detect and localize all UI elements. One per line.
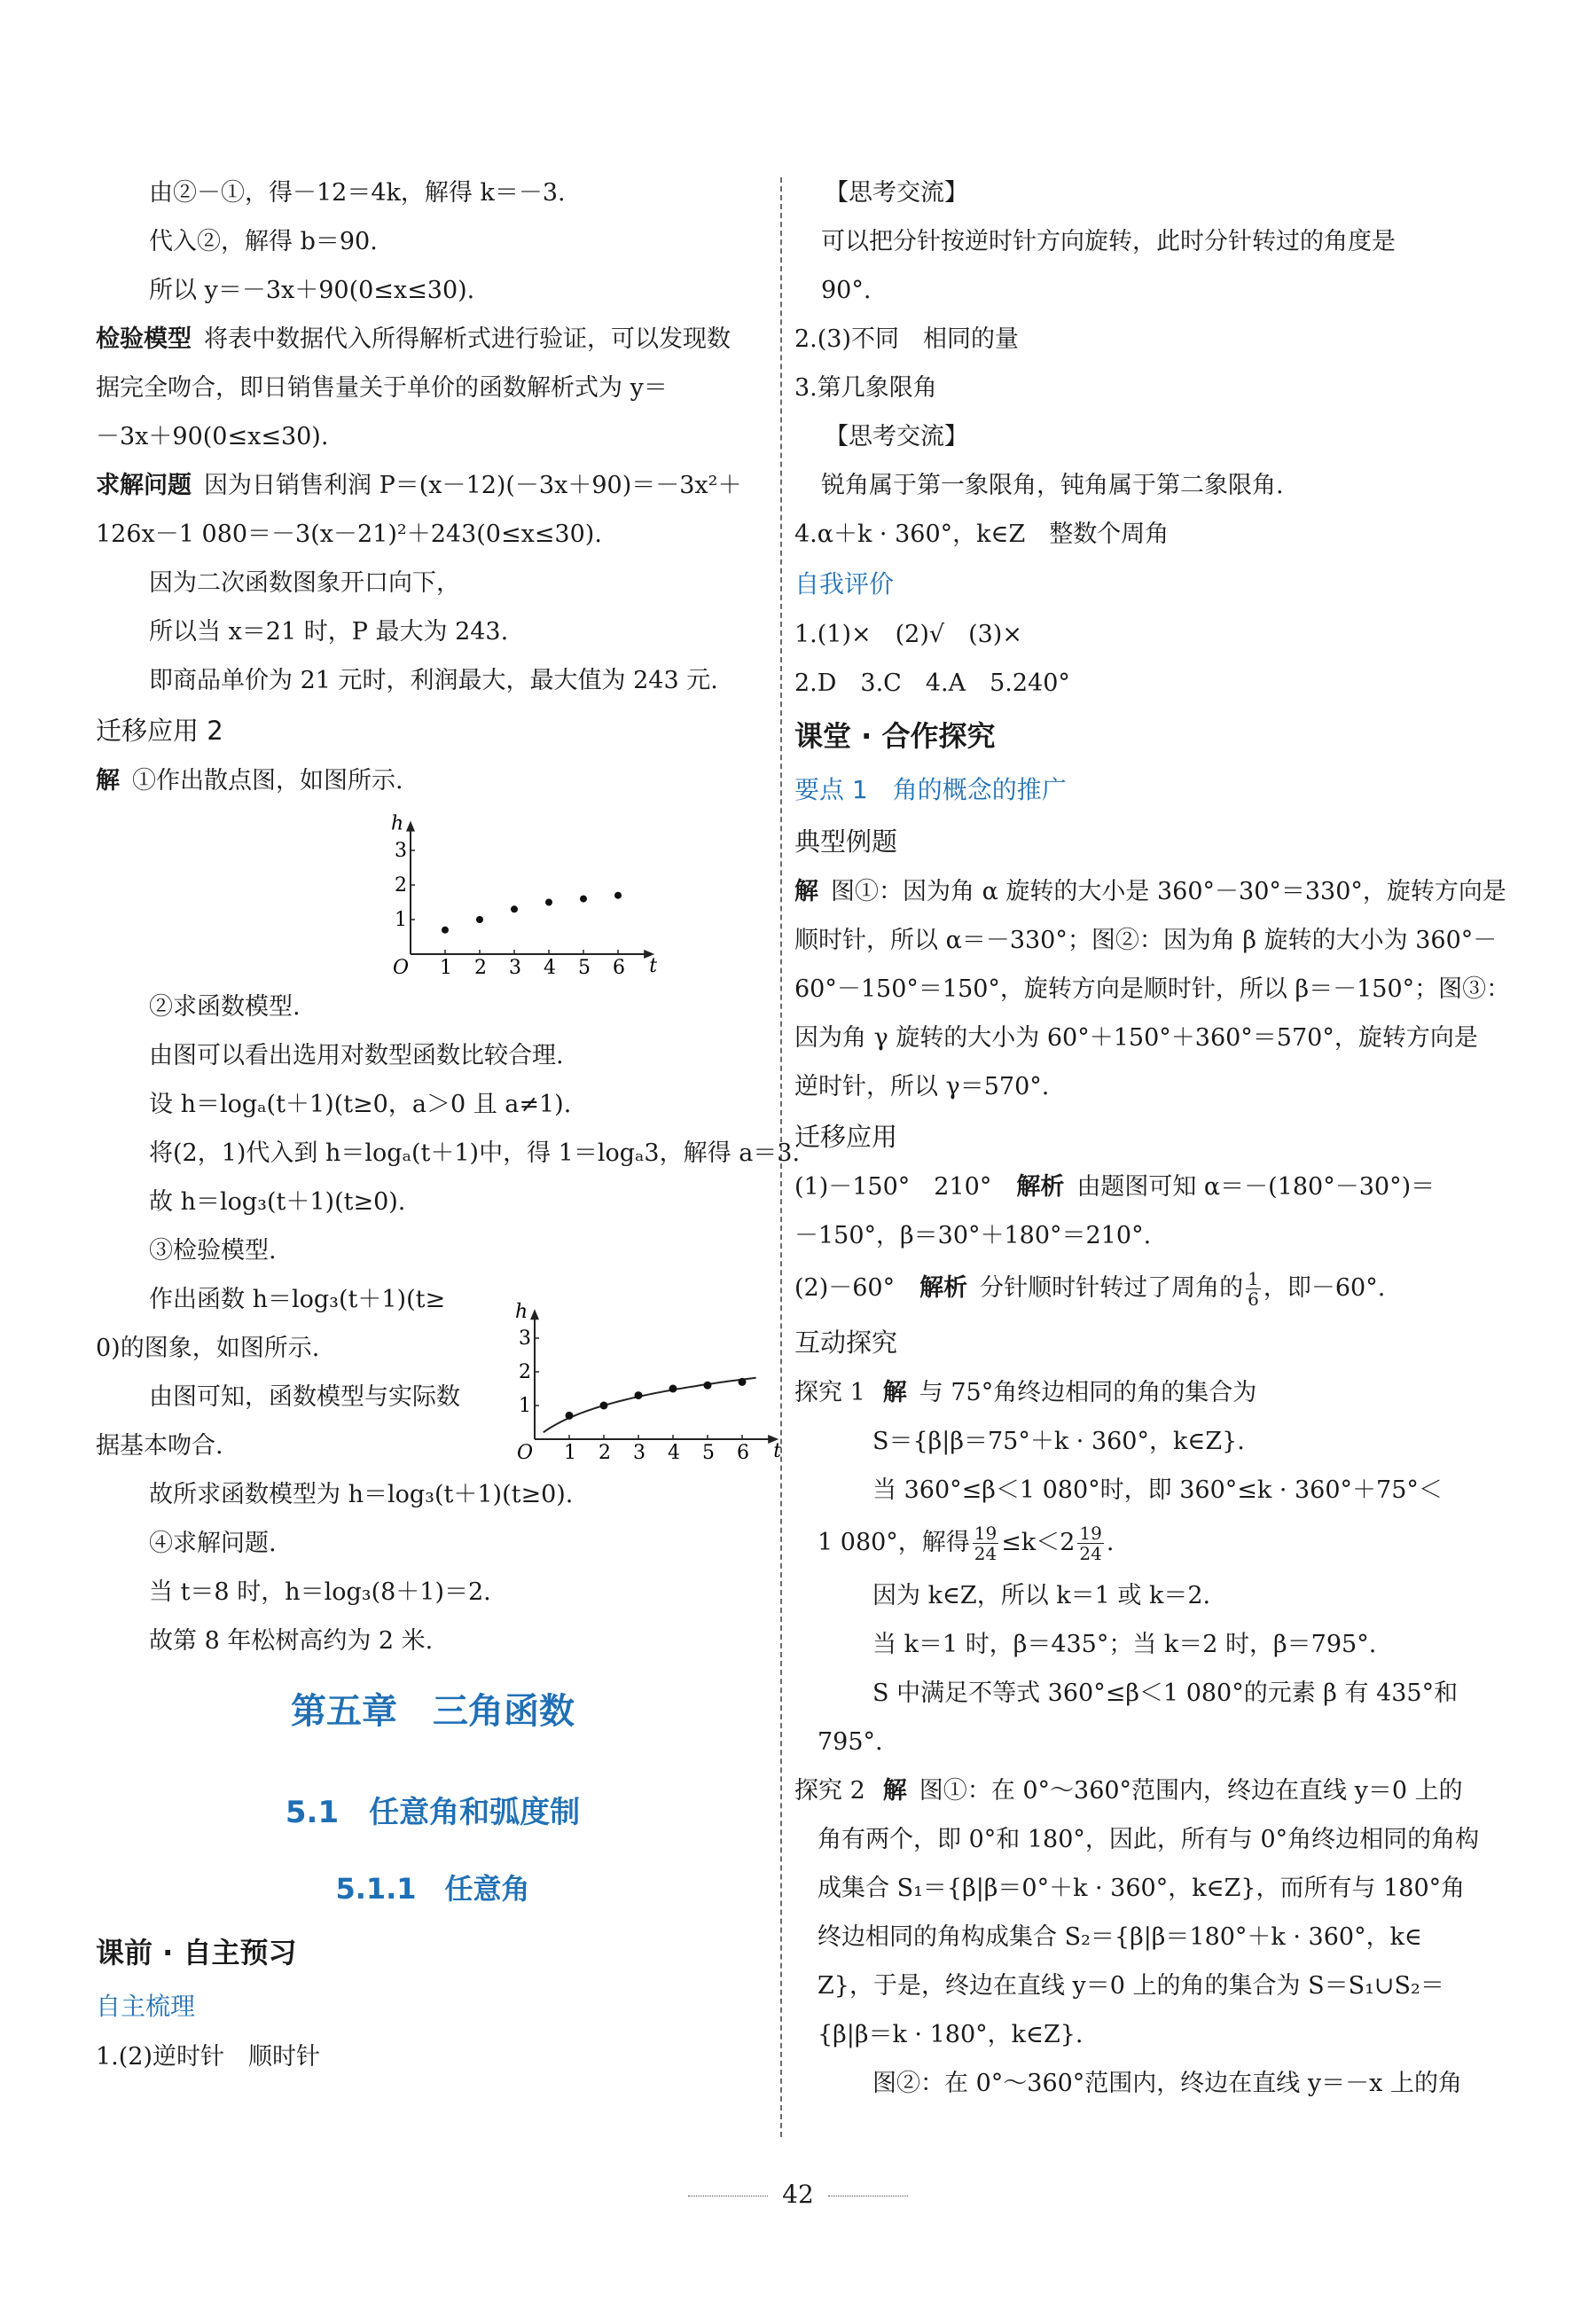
text-span: 探究 2 — [794, 1777, 865, 1805]
text-line: 1.(2)逆时针 顺时针 — [96, 2043, 321, 2071]
text-line: S 中满足不等式 360°≤β＜1 080°的元素 β 有 435°和 — [872, 1680, 1459, 1707]
left-column — [96, 168, 801, 2081]
heading-classroom: 课堂 · 合作探究 — [794, 719, 996, 753]
data-point — [669, 1385, 677, 1393]
data-point — [566, 1412, 574, 1420]
text-line: 126x－1 080＝－3(x－21)²＋243(0≤x≤30). — [96, 521, 602, 548]
example-title: 典型例题 — [794, 826, 898, 857]
fraction-denominator: 24 — [1079, 1543, 1102, 1564]
text-line: 由图可以看出选用对数型函数比较合理. — [149, 1042, 564, 1069]
text-line: 据基本吻合. — [96, 1432, 223, 1460]
fraction-denominator: 6 — [1248, 1288, 1259, 1310]
x-tick-label: 4 — [544, 957, 556, 979]
data-point — [580, 896, 587, 903]
text-line: 所以 y＝－3x＋90(0≤x≤30). — [149, 277, 475, 304]
text-span: 1 080°，解得 — [818, 1529, 970, 1556]
text-line: 因为二次函数图象开口向下， — [149, 569, 460, 597]
text-span: 分针顺时针转过了周角的 — [980, 1274, 1244, 1302]
text-span: (1)－150° 210° — [794, 1173, 992, 1201]
transfer-title: 迁移应用 2 — [96, 716, 223, 746]
text-line: 角有两个，即 0°和 180°，因此，所有与 0°角终边相同的角构 — [818, 1826, 1480, 1853]
verify-keyword: 检验模型 — [96, 325, 192, 353]
text-line: 终边相同的角构成集合 S₂＝{β|β＝180°＋k · 360°，k∈ — [818, 1923, 1422, 1951]
text-line: ②求函数模型. — [149, 993, 301, 1021]
interactive-title: 互动探究 — [794, 1327, 898, 1358]
text-line: 故所求函数模型为 h＝log₃(t＋1)(t≥0). — [149, 1481, 574, 1508]
text-line: 4.α＋k · 360°，k∈Z 整数个周角 — [794, 521, 1170, 548]
fraction-numerator: 19 — [974, 1523, 998, 1544]
scatter-chart-svg — [282, 805, 672, 983]
fraction-numerator: 1 — [1248, 1268, 1259, 1289]
example-line — [794, 867, 1506, 916]
function-curve — [544, 1378, 756, 1433]
text-line: －150°，β＝30°＋180°＝210°. — [794, 1222, 1152, 1249]
text-line: 故第 8 年松树高约为 2 米. — [149, 1627, 434, 1655]
y-axis-label: h — [515, 1301, 528, 1324]
x-tick-label: 1 — [440, 957, 452, 979]
function-graph-svg — [499, 1275, 782, 1470]
think-box-label: 【思考交流】 — [825, 423, 968, 450]
solution-keyword: 解 — [882, 1777, 907, 1805]
text-line: 因为角 γ 旋转的大小为 60°＋150°＋360°＝570°，旋转方向是 — [794, 1024, 1478, 1052]
text-line: 设 h＝logₐ(t＋1)(t≥0，a＞0 且 a≠1). — [149, 1091, 572, 1118]
text-line: 2.(3)不同 相同的量 — [794, 325, 1020, 353]
section-title: 5.1 任意角和弧度制 — [285, 1795, 581, 1830]
text-line: 0)的图象，如图所示. — [96, 1335, 320, 1362]
text-line: Z}，于是，终边在直线 y＝0 上的角的集合为 S＝S₁∪S₂＝ — [818, 1972, 1444, 2000]
text-span: ①作出散点图，如图所示. — [132, 767, 403, 795]
data-point — [600, 1402, 608, 1410]
y-axis-arrow — [530, 1309, 539, 1319]
text-line: S＝{β|β＝75°＋k · 360°，k∈Z}. — [872, 1428, 1245, 1455]
self-study-subtitle: 自主梳理 — [96, 1992, 196, 2021]
x-tick-label: 6 — [737, 1442, 749, 1464]
y-tick-label: 2 — [395, 874, 407, 897]
origin-label: O — [393, 957, 410, 979]
point-subtitle: 要点 1 角的概念的推广 — [794, 775, 1067, 804]
y-tick-label: 1 — [519, 1395, 531, 1417]
text-line: 图②：在 0°～360°范围内，终边在直线 y＝－x 上的角 — [872, 2070, 1462, 2097]
data-point — [476, 916, 483, 923]
self-eval-subtitle: 自我评价 — [794, 569, 895, 599]
text-span: 将表中数据代入所得解析式进行验证，可以发现数 — [204, 325, 731, 353]
chapter-title: 第五章 三角函数 — [291, 1691, 575, 1732]
fraction-line — [794, 1515, 1468, 1571]
data-point — [614, 892, 622, 899]
transfer-title: 迁移应用 — [794, 1122, 898, 1152]
data-point — [739, 1378, 747, 1386]
fraction — [1077, 1523, 1103, 1563]
text-line: 成集合 S₁＝{β|β＝0°＋k · 360°，k∈Z}，而所有与 180°角 — [818, 1875, 1466, 1902]
y-axis-arrow — [406, 821, 415, 832]
text-line: 作出函数 h＝log₃(t＋1)(t≥ — [149, 1286, 446, 1313]
y-tick-label: 1 — [395, 909, 407, 931]
x-tick-label: 6 — [613, 957, 625, 979]
text-line: ③检验模型. — [149, 1237, 277, 1265]
y-tick-label: 3 — [519, 1327, 531, 1350]
x-tick-label: 4 — [668, 1442, 680, 1464]
solution-line — [96, 756, 770, 805]
analysis-keyword: 解析 — [1016, 1173, 1065, 1201]
text-line: 795°. — [818, 1728, 883, 1756]
text-line: 60°－150°＝150°，旋转方向是顺时针，所以 β＝－150°；图③： — [794, 975, 1511, 1003]
text-line: 锐角属于第一象限角，钝角属于第二象限角. — [821, 472, 1284, 499]
x-tick-label: 2 — [598, 1442, 611, 1464]
text-line: 逆时针，所以 γ＝570°. — [794, 1073, 1050, 1100]
solve-keyword: 求解问题 — [96, 472, 192, 499]
text-line: 据完全吻合，即日销售量关于单价的函数解析式为 y＝ — [96, 374, 668, 402]
text-span: ≤k＜2 — [1001, 1529, 1076, 1556]
text-line: 由图可知，函数模型与实际数 — [149, 1383, 460, 1411]
text-line: ④求解问题. — [149, 1530, 277, 1557]
data-point — [511, 905, 518, 912]
scatter-chart — [282, 805, 672, 983]
text-span: . — [1106, 1529, 1115, 1556]
text-line: 90°. — [821, 277, 872, 304]
x-tick-label: 5 — [578, 957, 591, 979]
data-point — [704, 1382, 712, 1390]
right-column — [794, 168, 1511, 2108]
fraction-numerator: 19 — [1079, 1523, 1102, 1544]
origin-label: O — [517, 1442, 534, 1464]
analysis-keyword: 解析 — [919, 1274, 968, 1302]
fraction — [1246, 1269, 1261, 1309]
heading-preview: 课前 · 自主预习 — [96, 1936, 297, 1969]
text-span: 由题图可知 α＝－(180°－30°)＝ — [1076, 1173, 1436, 1201]
graph-row — [96, 1275, 782, 1470]
text-line: 由②－①，得－12＝4k，解得 k＝－3. — [149, 179, 566, 207]
data-point — [442, 927, 449, 934]
transfer-line — [794, 1163, 1468, 1211]
text-span: ，即－60°. — [1263, 1274, 1386, 1302]
text-line: 当 k＝1 时，β＝435°；当 k＝2 时，β＝795°. — [872, 1631, 1377, 1658]
text-span: 探究 1 — [794, 1379, 865, 1406]
transfer-line — [794, 1260, 1468, 1317]
text-line: 1.(1)× (2)√ (3)× — [794, 621, 1022, 648]
data-point — [635, 1391, 643, 1399]
text-span: 图①：在 0°～360°范围内，终边在直线 y＝0 上的 — [919, 1777, 1463, 1805]
page-number-footer — [0, 2180, 1596, 2209]
x-tick-label: 3 — [509, 957, 521, 979]
example-keyword: 解 — [794, 878, 818, 905]
graph-text — [96, 1275, 486, 1470]
y-tick-label: 3 — [395, 840, 407, 862]
solve-paragraph — [96, 461, 770, 510]
x-axis-label: t — [773, 1440, 782, 1462]
text-span: 图①：因为角 α 旋转的大小是 360°－30°＝330°，旋转方向是 — [831, 878, 1506, 905]
explore-line — [794, 1368, 1468, 1417]
solution-keyword: 解 — [882, 1379, 907, 1406]
text-line: 代入②，解得 b＝90. — [149, 228, 378, 255]
x-tick-label: 5 — [702, 1442, 715, 1464]
text-line: 故 h＝log₃(t＋1)(t≥0). — [149, 1188, 406, 1216]
text-line: －3x＋90(0≤x≤30). — [96, 423, 329, 450]
solution-keyword: 解 — [96, 767, 120, 795]
text-line: 所以当 x＝21 时，P 最大为 243. — [149, 618, 509, 646]
text-line: 因为 k∈Z，所以 k＝1 或 k＝2. — [872, 1582, 1211, 1609]
text-line: {β|β＝k · 180°，k∈Z}. — [818, 2021, 1084, 2048]
explore-line — [794, 1766, 1468, 1815]
text-line: 当 t＝8 时，h＝log₃(8＋1)＝2. — [149, 1578, 491, 1606]
text-line: 将(2，1)代入到 h＝logₐ(t＋1)中，得 1＝logₐ3，解得 a＝3. — [149, 1139, 801, 1167]
text-span: 因为日销售利润 P＝(x－12)(－3x＋90)＝－3x²＋ — [204, 472, 742, 499]
y-axis-label: h — [391, 812, 404, 835]
think-box-label: 【思考交流】 — [825, 179, 968, 207]
text-line: 顺时针，所以 α＝－330°；图②：因为角 β 旋转的大小为 360°－ — [794, 927, 1498, 954]
verify-paragraph — [96, 315, 770, 364]
x-tick-label: 3 — [633, 1442, 645, 1464]
page-number: 42 — [782, 2180, 814, 2209]
fraction — [973, 1523, 998, 1563]
text-line: 即商品单价为 21 元时，利润最大，最大值为 243 元. — [149, 667, 718, 694]
x-axis-label: t — [649, 955, 658, 977]
text-line: 2.D 3.C 4.A 5.240° — [794, 669, 1070, 697]
text-span: (2)－60° — [794, 1274, 896, 1302]
data-point — [545, 899, 552, 906]
subsection-title: 5.1.1 任意角 — [335, 1872, 530, 1906]
text-line: 3.第几象限角 — [794, 374, 937, 402]
x-tick-label: 1 — [564, 1442, 576, 1464]
text-span: 与 75°角终边相同的角的集合为 — [919, 1379, 1257, 1406]
x-tick-label: 2 — [474, 957, 487, 979]
text-line: 当 360°≤β＜1 080°时，即 360°≤k · 360°＋75°＜ — [872, 1476, 1443, 1504]
fraction-denominator: 24 — [974, 1543, 998, 1564]
text-line: 可以把分针按逆时针方向旋转，此时分针转过的角度是 — [821, 228, 1396, 255]
y-tick-label: 2 — [519, 1361, 531, 1383]
